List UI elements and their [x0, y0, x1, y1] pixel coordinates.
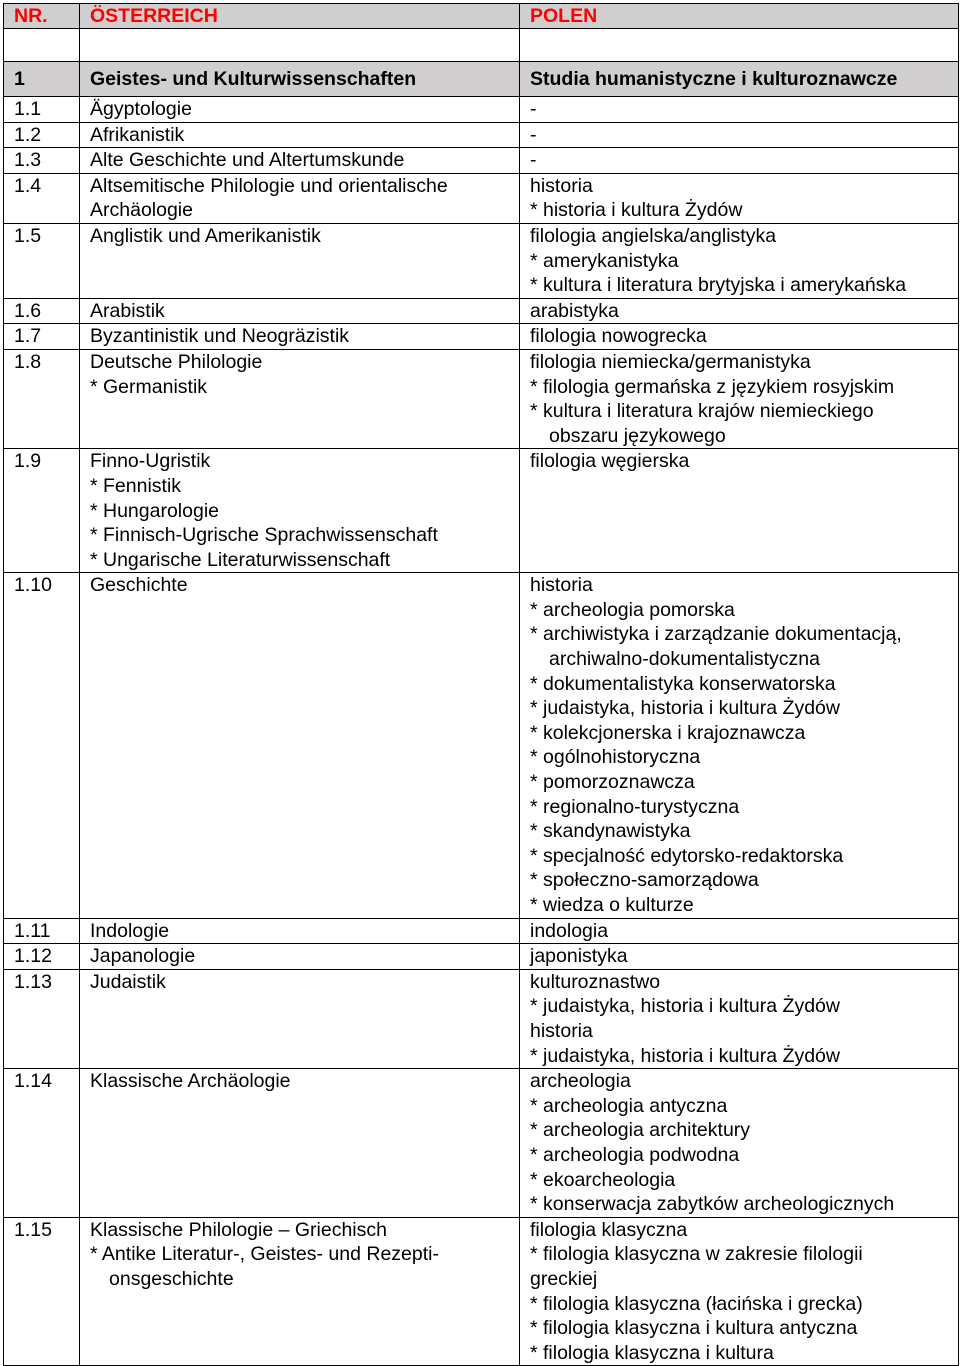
table-row	[4, 349, 959, 448]
table-row	[4, 1069, 959, 1218]
row-number: 1.12	[4, 944, 80, 970]
austria-programs	[80, 97, 520, 123]
poland-programs	[520, 969, 959, 1068]
poland-program-line: * wiedza o kulturze	[530, 894, 694, 916]
austria-programs	[80, 1069, 520, 1218]
austria-program-line: Anglistik und Amerikanistik	[90, 224, 321, 247]
austria-program-line: Geschichte	[90, 574, 188, 597]
austria-program-line: Judaistik	[90, 970, 166, 993]
austria-program-line: Archäologie	[90, 199, 193, 222]
poland-program-line: * filologia klasyczna w zakresie filologii	[530, 1243, 863, 1266]
austria-program-line: * Fennistik	[90, 474, 182, 497]
poland-program-line: archeologia	[530, 1070, 631, 1093]
table-row	[4, 969, 959, 1068]
row-number: 1.2	[4, 122, 80, 148]
poland-programs	[520, 148, 959, 174]
poland-program-line: * historia i kultura Żydów	[530, 199, 743, 222]
empty-row	[4, 29, 959, 62]
poland-program-line: filologia niemiecka/germanistyka	[530, 350, 811, 373]
row-number: 1.11	[4, 918, 80, 944]
austria-programs	[80, 148, 520, 174]
austria-program-line: * Hungarologie	[90, 499, 220, 522]
poland-program-line: * judaistyka, historia i kultura Żydów	[530, 697, 840, 720]
poland-program-line: * archeologia pomorska	[530, 598, 735, 621]
poland-program-line: * archeologia architektury	[530, 1119, 751, 1142]
austria-program-line: Arabistik	[90, 299, 165, 322]
table-row	[4, 573, 959, 918]
poland-program-line: * archeologia antyczna	[530, 1094, 728, 1117]
austria-programs	[80, 173, 520, 223]
poland-program-line: historia	[530, 174, 593, 197]
poland-program-line: * kultura i literatura krajów niemieckiego	[530, 400, 874, 423]
poland-program-line: * filologia klasyczna (łacińska i grecka)	[530, 1292, 863, 1315]
austria-programs	[80, 349, 520, 448]
austria-program-line: Deutsche Philologie	[90, 350, 263, 373]
poland-programs	[520, 298, 959, 324]
poland-programs	[520, 97, 959, 123]
poland-programs	[520, 324, 959, 350]
austria-program-line: Ägyptologie	[90, 98, 192, 120]
row-number: 1.8	[4, 349, 80, 448]
poland-program-line: * społeczno-samorządowa	[530, 869, 759, 892]
table-row	[4, 97, 959, 123]
poland-program-line: * kolekcjonerska i krajoznawcza	[530, 721, 806, 744]
table-row	[4, 298, 959, 324]
austria-program-line: Afrikanistik	[90, 123, 185, 146]
poland-program-line: arabistyka	[530, 299, 619, 322]
poland-program-line: * judaistyka, historia i kultura Żydów	[530, 995, 840, 1018]
austria-program-line: * Ungarische Literaturwissenschaft	[90, 548, 391, 571]
austria-programs	[80, 944, 520, 970]
poland-program-line: * ogólnohistoryczna	[530, 746, 701, 769]
row-number: 1.15	[4, 1217, 80, 1366]
austria-programs	[80, 298, 520, 324]
austria-program-line: onsgeschichte	[109, 1267, 234, 1290]
poland-program-line: * pomorzoznawcza	[530, 771, 695, 794]
poland-programs	[520, 573, 959, 918]
table-row	[4, 449, 959, 573]
row-number: 1.10	[4, 573, 80, 918]
row-number: 1.1	[4, 97, 80, 123]
austria-programs	[80, 969, 520, 1068]
poland-program-line: * judaistyka, historia i kultura Żydów	[530, 1044, 840, 1067]
poland-program-line: * skandynawistyka	[530, 820, 691, 843]
row-number: 1.7	[4, 324, 80, 350]
austria-programs	[80, 223, 520, 298]
section-austria: Geistes- und Kulturwissenschaften	[80, 62, 520, 97]
poland-program-line: * specjalność edytorsko-redaktorska	[530, 844, 844, 867]
table-row	[4, 148, 959, 174]
poland-programs	[520, 173, 959, 223]
poland-programs	[520, 944, 959, 970]
table-row	[4, 122, 959, 148]
poland-programs	[520, 223, 959, 298]
austria-program-line: Indologie	[90, 919, 170, 942]
poland-programs	[520, 349, 959, 448]
poland-program-line: indologia	[530, 919, 609, 942]
poland-program-line: filologia nowogrecka	[530, 325, 707, 348]
section-row	[4, 62, 959, 97]
poland-programs	[520, 1217, 959, 1366]
header-poland: POLEN	[520, 4, 959, 29]
poland-program-line: -	[530, 149, 537, 172]
poland-programs	[520, 918, 959, 944]
austria-program-line: Altsemitische Philologie und orientalische	[90, 174, 448, 197]
poland-program-line: * regionalno-turystyczna	[530, 795, 740, 818]
poland-program-line: filologia węgierska	[530, 450, 690, 473]
poland-program-line: greckiej	[530, 1267, 598, 1290]
austria-programs	[80, 324, 520, 350]
row-number: 1.4	[4, 173, 80, 223]
section-nr: 1	[4, 62, 80, 97]
poland-program-line: obszaru językowego	[549, 424, 726, 447]
poland-program-line: * dokumentalistyka konserwatorska	[530, 672, 836, 695]
poland-program-line: * ekoarcheologia	[530, 1168, 676, 1191]
poland-program-line: historia	[530, 574, 593, 597]
table-row	[4, 223, 959, 298]
austria-program-line: Klassische Philologie – Griechisch	[90, 1218, 387, 1241]
poland-programs	[520, 449, 959, 573]
row-number: 1.5	[4, 223, 80, 298]
poland-program-line: filologia klasyczna	[530, 1218, 688, 1241]
row-number: 1.6	[4, 298, 80, 324]
table-row	[4, 944, 959, 970]
austria-program-line: * Germanistik	[90, 375, 208, 398]
table-row	[4, 173, 959, 223]
poland-program-line: * konserwacja zabytków archeologicznych	[530, 1193, 895, 1216]
austria-program-line: * Antike Literatur-, Geistes- und Rezepti-	[90, 1243, 439, 1266]
poland-program-line: * kultura i literatura brytyjska i amerykańska	[530, 274, 907, 297]
table-row	[4, 918, 959, 944]
row-number: 1.14	[4, 1069, 80, 1218]
austria-programs	[80, 449, 520, 573]
header-austria: ÖSTERREICH	[80, 4, 520, 29]
poland-program-line: * archiwistyka i zarządzanie dokumentacją,	[530, 623, 902, 646]
section-poland: Studia humanistyczne i kulturoznawcze	[520, 62, 959, 97]
poland-program-line: japonistyka	[530, 945, 628, 968]
austria-programs	[80, 918, 520, 944]
header-nr: NR.	[4, 4, 80, 29]
austria-program-line: Japanologie	[90, 945, 196, 968]
poland-program-line: * filologia klasyczna i kultura	[530, 1341, 774, 1364]
poland-program-line: -	[530, 98, 537, 120]
table-row	[4, 1217, 959, 1366]
comparison-table	[3, 3, 959, 1366]
austria-program-line: Klassische Archäologie	[90, 1070, 291, 1093]
poland-programs	[520, 122, 959, 148]
row-number: 1.9	[4, 449, 80, 573]
table-body	[4, 4, 959, 1366]
austria-program-line: Byzantinistik und Neogräzistik	[90, 325, 350, 348]
austria-programs	[80, 573, 520, 918]
poland-programs	[520, 1069, 959, 1218]
poland-program-line: kulturoznastwo	[530, 970, 661, 993]
austria-programs	[80, 1217, 520, 1366]
austria-program-line: * Finnisch-Ugrische Sprachwissenschaft	[90, 524, 438, 547]
austria-programs	[80, 122, 520, 148]
poland-program-line: * archeologia podwodna	[530, 1143, 740, 1166]
austria-program-line: Finno-Ugristik	[90, 450, 211, 473]
poland-program-line: -	[530, 123, 537, 146]
poland-program-line: historia	[530, 1019, 593, 1042]
poland-program-line: * filologia klasyczna i kultura antyczna	[530, 1317, 858, 1340]
poland-program-line: * filologia germańska z językiem rosyjskim	[530, 375, 895, 398]
row-number: 1.13	[4, 969, 80, 1068]
poland-program-line: filologia angielska/anglistyka	[530, 224, 777, 247]
table-row	[4, 324, 959, 350]
header-row	[4, 4, 959, 29]
row-number: 1.3	[4, 148, 80, 174]
austria-program-line: Alte Geschichte und Altertumskunde	[90, 149, 405, 172]
poland-program-line: * amerykanistyka	[530, 249, 679, 272]
poland-program-line: archiwalno-dokumentalistyczna	[549, 648, 820, 671]
